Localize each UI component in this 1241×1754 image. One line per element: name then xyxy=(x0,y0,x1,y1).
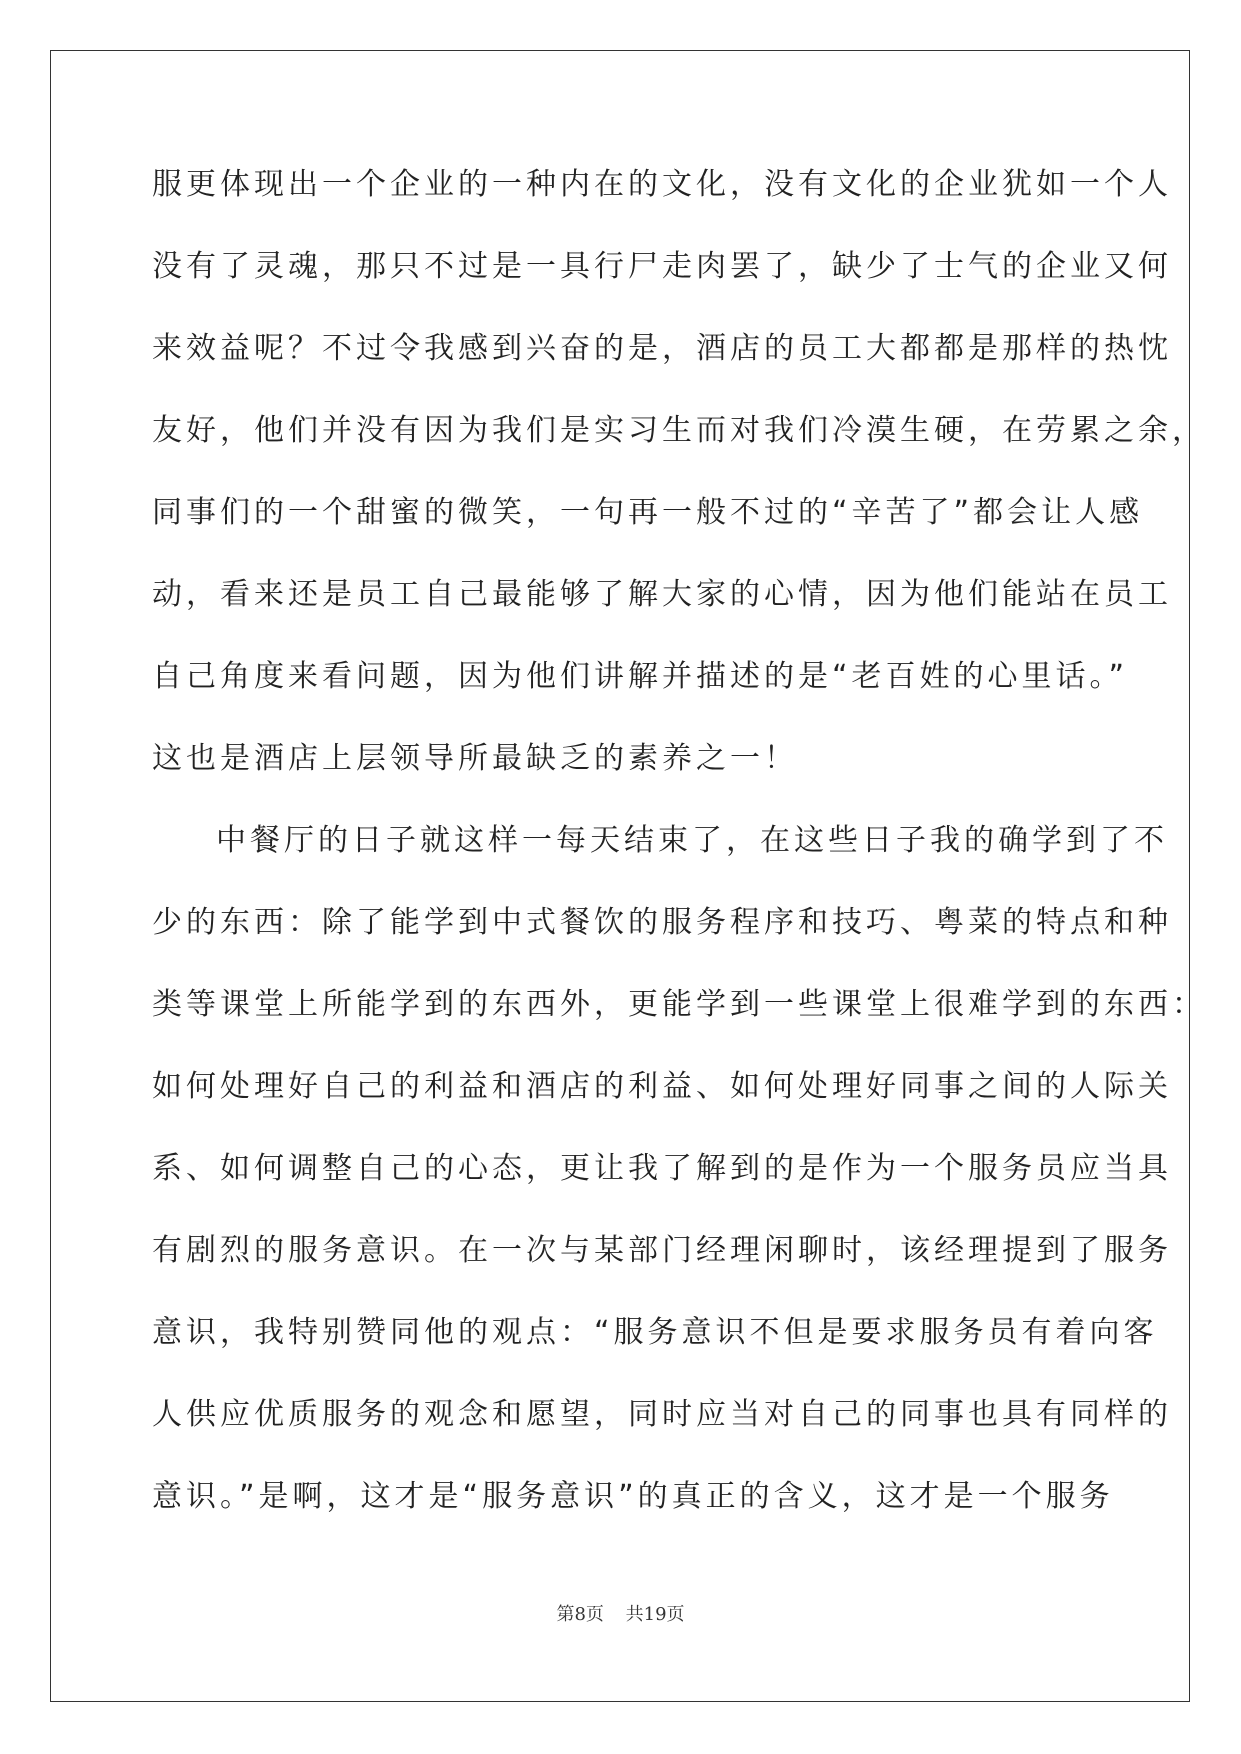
text-line: 服更体现出一个企业的一种内在的文化，没有文化的企业犹如一个人 xyxy=(152,167,1172,202)
text-line: 中餐厅的日子就这样一每天结束了，在这些日子我的确学到了不 xyxy=(216,823,1168,858)
text-line: 动，看来还是员工自己最能够了解大家的心情，因为他们能站在员工 xyxy=(152,577,1172,612)
page-total: 共19页 xyxy=(625,1604,685,1625)
text-line: 同事们的一个甜蜜的微笑，一句再一般不过的“辛苦了”都会让人感 xyxy=(152,495,1144,530)
text-line: 没有了灵魂，那只不过是一具行尸走肉罢了，缺少了士气的企业又何 xyxy=(152,249,1172,284)
text-line: 这也是酒店上层领导所最缺乏的素养之一！ xyxy=(152,741,798,776)
text-line: 系、如何调整自己的心态，更让我了解到的是作为一个服务员应当具 xyxy=(152,1151,1172,1186)
page-footer xyxy=(0,1600,1241,1626)
text-line: 有剧烈的服务意识。在一次与某部门经理闲聊时，该经理提到了服务 xyxy=(152,1233,1172,1268)
text-line: 人供应优质服务的观念和愿望，同时应当对自己的同事也具有同样的 xyxy=(152,1397,1172,1432)
document-body xyxy=(152,160,1206,1554)
text-line: 类等课堂上所能学到的东西外，更能学到一些课堂上很难学到的东西： xyxy=(152,987,1206,1022)
text-line: 少的东西：除了能学到中式餐饮的服务程序和技巧、粤菜的特点和种 xyxy=(152,905,1172,940)
text-line: 自己角度来看问题，因为他们讲解并描述的是“老百姓的心里话。” xyxy=(152,659,1129,694)
text-line: 来效益呢？不过令我感到兴奋的是，酒店的员工大都都是那样的热忱 xyxy=(152,331,1172,366)
text-line: 意识，我特别赞同他的观点：“服务意识不但是要求服务员有着向客 xyxy=(152,1315,1158,1350)
page-number: 第8页 xyxy=(556,1604,604,1625)
text-line: 如何处理好自己的利益和酒店的利益、如何处理好同事之间的人际关 xyxy=(152,1069,1172,1104)
text-line: 意识。”是啊，这才是“服务意识”的真正的含义，这才是一个服务 xyxy=(152,1479,1114,1514)
text-line: 友好，他们并没有因为我们是实习生而对我们冷漠生硬，在劳累之余， xyxy=(152,413,1206,448)
